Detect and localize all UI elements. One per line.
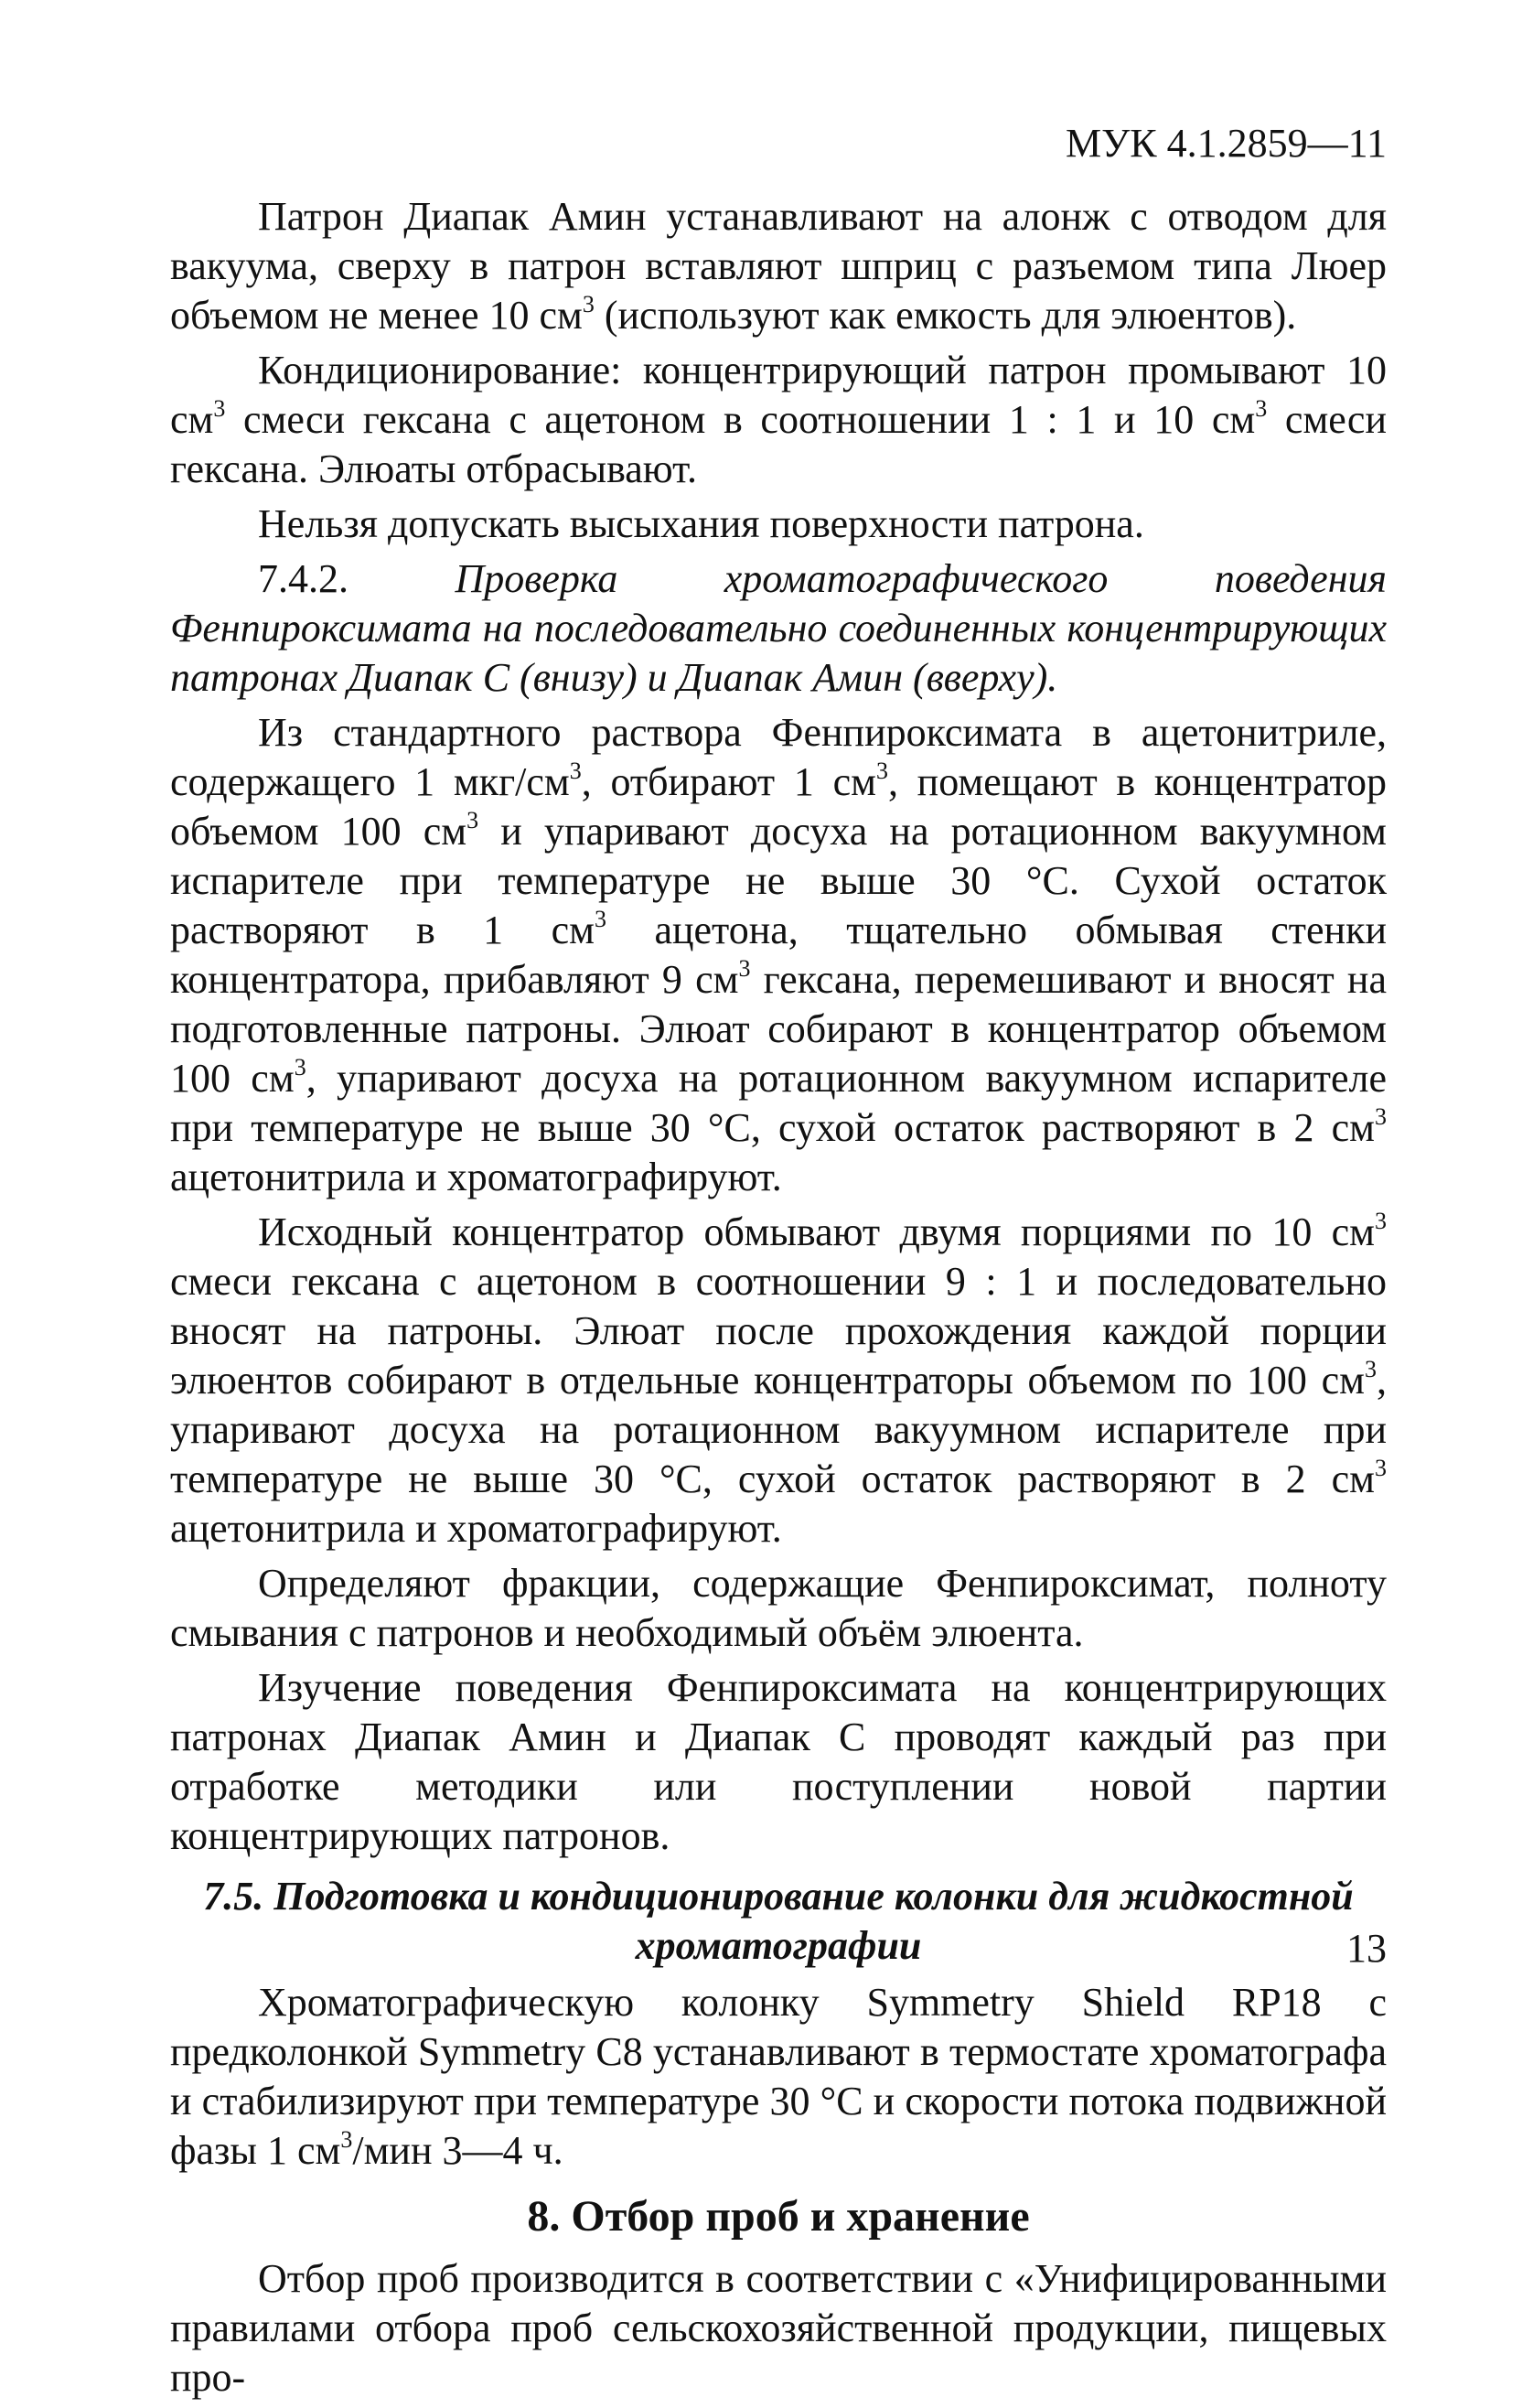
paragraph-standard-solution [170, 708, 1387, 1202]
text-run: ацетонитрила и хроматографируют. [170, 1506, 782, 1551]
superscript: 3 [1255, 395, 1268, 422]
text-run: , помещают в концентратор объемом 100 см [170, 759, 1387, 854]
text-run: смеси гексана. Элюаты отбрасывают. [170, 397, 1387, 491]
paragraph-column-setup [170, 1978, 1387, 2176]
superscript: 3 [294, 1054, 306, 1080]
paragraph-fractions: Определяют фракции, содержащие Фенпироксимат, полноту смывания с патронов и необходимый объём элюента. [170, 1561, 1387, 1655]
paragraph-rinsing [170, 1208, 1387, 1553]
text-run: (используют как емкость для элюентов). [594, 293, 1297, 338]
paragraph-conditioning [170, 346, 1387, 494]
superscript: 3 [1375, 1455, 1387, 1481]
clause-number: 7.4.2. [258, 556, 456, 601]
clause-title: Проверка хроматографического поведения Фенпироксимата на последовательно соединенных концентрирующих патронах Диапак С (внизу) и Диапак Амин (вверху). [170, 556, 1387, 700]
text-run: гексана, перемешивают и вносят на подготовленные патроны. Элюат собирают в концентратор объемом 100 см [170, 957, 1387, 1101]
superscript: 3 [1375, 1103, 1387, 1130]
text-run: , упаривают досуха на ротационном вакуумном испарителе при температуре не выше 30 °С, сухой остаток растворяют в 2 см [170, 1358, 1387, 1501]
text-run: , отбирают 1 см [581, 759, 876, 804]
text-run: ацетонитрила и хроматографируют. [170, 1155, 782, 1199]
page-number: 13 [1346, 1926, 1387, 1971]
text-run: Патрон Диапак Амин устанавливают на алонж с отводом для вакуума, сверху в патрон вставляют шприц с разъемом типа Люер объемом не менее 10 см [170, 194, 1387, 338]
paragraph-cartridge-setup [170, 192, 1387, 340]
superscript: 3 [466, 807, 479, 833]
superscript: 3 [582, 291, 595, 317]
text-run: Кондиционирование: концентрирующий патрон промывают 10 см [170, 348, 1387, 442]
text-run: ацетона, тщательно обмывая стенки концентратора, прибавляют 9 см [170, 908, 1388, 1002]
text-run: /мин 3—4 ч. [352, 2128, 563, 2173]
superscript: 3 [595, 906, 606, 932]
text-run: смеси гексана с ацетоном в соотношении 1 : 1 и 10 см [225, 397, 1256, 442]
superscript: 3 [875, 758, 888, 784]
superscript: 3 [1375, 1208, 1387, 1234]
document-code: МУК 4.1.2859—11 [1066, 121, 1387, 166]
paragraph-sampling: Отбор проб производится в соответствии с «Унифицированными правилами отбора проб сельскохозяйственной продукции, пищевых про- [170, 2256, 1387, 2400]
text-run: Хроматографическую колонку Symmetry Shield RP18 с предколонкой Symmetry C8 устанавливают в термостате хроматографа и стабилизируют при температуре 30 °С и скорости потока подвижной фазы 1 см [170, 1980, 1387, 2173]
superscript: 3 [569, 758, 582, 784]
document-page [170, 119, 1387, 2408]
paragraph-behavior-study: Изучение поведения Фенпироксимата на концентрирующих патронах Диапак Амин и Диапак С проводят каждый раз при отработке методики или поступлении новой партии концентрирующих патронов. [170, 1665, 1387, 1858]
section-heading-7-5: 7.5. Подготовка и кондиционирование колонки для жидкостной хроматографии [203, 1874, 1354, 1968]
text-run: и упаривают досуха на ротационном вакуумном испарителе при температуре не выше 30 °С. Сухой остаток растворяют в 1 см [170, 809, 1387, 952]
paragraph-warning: Нельзя допускать высыхания поверхности патрона. [258, 501, 1144, 546]
chapter-heading-8: 8. Отбор проб и хранение [527, 2192, 1030, 2241]
text-run: Из стандартного раствора Фенпироксимата в ацетонитриле, содержащего 1 мкг/см [170, 710, 1387, 804]
text-run: смеси гексана с ацетоном в соотношении 9 : 1 и последовательно вносят на патроны. Элюат после прохождения каждой порции элюентов собирают в отдельные концентраторы объемом по 100 см [170, 1259, 1387, 1403]
superscript: 3 [738, 955, 751, 982]
superscript: 3 [213, 395, 226, 422]
text-run: , упаривают досуха на ротационном вакуумном испарителе при температуре не выше 30 °С, сухой остаток растворяют в 2 см [170, 1056, 1387, 1150]
superscript: 3 [340, 2126, 353, 2153]
text-run: Исходный концентратор обмывают двумя порциями по 10 см [258, 1209, 1375, 1254]
superscript: 3 [1365, 1356, 1377, 1382]
paragraph-7-4-2 [170, 554, 1387, 703]
